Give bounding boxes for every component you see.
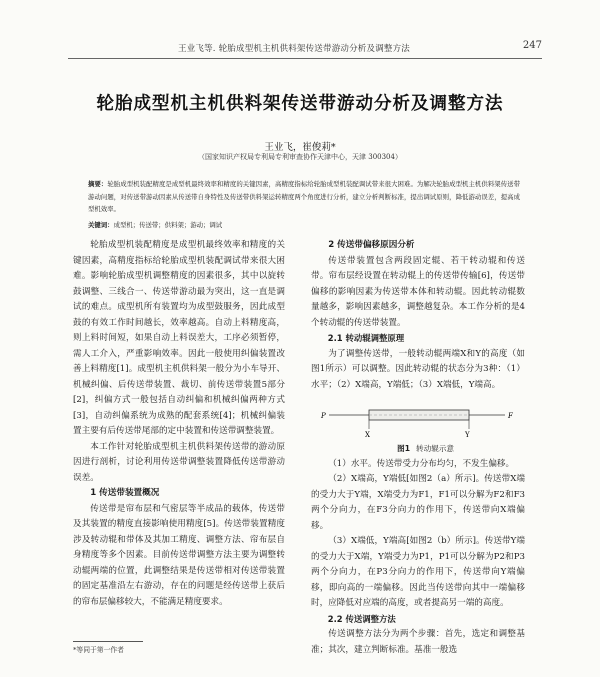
paragraph: 传送带装置包含两段固定辊、若干转动辊和传送带。帘布层经设置在转动辊上的传送带传输[6]，传送带偏移的影响因素为传送带本体和转动辊。因此转动辊数量越多，影响因素越多，调整越复杂。本工作分析的是4个转动辊的传送带装置。	[311, 255, 525, 328]
paragraph: 轮胎成型机装配精度是成型机最终效率和精度的关键因素，高精度指标给轮胎成型机装配调试带来很大困难。影响轮胎成型机调整精度的因素很多，其中以旋转鼓调整、三线合一、传送带游动最为突出，这一直是调试的难点。成型机所有装置均为成型鼓服务，因此成型鼓的有效工作时间越长，效率越高。自动上料精度高，则上料时间短，如果自动上料误差大，工序必须暂停，需人工介入，严重影响效率。因此一般使用纠偏装置改善上料精度[1]。成型机主机供料架一般分为小车导开、机械纠偏、后传送带装置、裁切、前传送带装置5部分[2]，纠偏方式一般包括自动纠偏和机械纠偏两种方式[3]，自动纠偏系统为成熟的配套系统[4]；机械纠偏装置主要有后传送带尾部的定中装置和传送带调整装置。	[73, 240, 285, 436]
paragraph: 为了调整传送带，一般转动辊两端X和Y的高度（如图1所示）可以调整。因此转动辊的状态分为3种：（1）水平；（2）X端高，Y端低；（3）X端低，Y端高。	[311, 348, 525, 390]
label-x: X	[365, 431, 370, 439]
subsection-heading: 2.1 转动辊调整原理	[327, 333, 405, 343]
figure-caption	[311, 441, 525, 457]
paper-title: 轮胎成型机主机供料架传送带游动分析及调整方法	[96, 94, 504, 114]
running-header	[0, 40, 600, 56]
paragraph: 传送调整方法分为两个步骤：首先，选定和调整基准；其次，建立判断标准。基准一般选	[311, 629, 525, 655]
abstract-text: 轮胎成型机装配精度是成型机最终效率和精度的关键因素，高精度指标给轮胎成型机装配调试带来很大困难。为解决轮胎成型机主机供料架传送带游动问题，对传送带游动因素从传送带自身特性及传送带供料架运转精度两个角度进行分析，建立分析判断标准，提出调试原则，降低游动误差，提高成型机效率。	[88, 180, 521, 213]
list-paragraph: （1）水平。传送带受力分布均匀，不发生偏移。	[328, 458, 515, 469]
section-heading: 1 传送带装置概况	[90, 488, 160, 498]
page-number: 247	[522, 40, 542, 51]
footnote: *等同于第一作者	[73, 646, 124, 654]
list-paragraph: （3）X端低，Y端高[如图2（b）所示]。传送带Y端的受力大于X端，Y端受力为P1，P1可以分解为P2和P3两个分向力，在P3分向力的作用下，传送带向Y端偏移，即向高的一端偏移。因此当传送带向其中一端偏移时，应降低对应端的高度，或者提高另一端的高度。	[311, 536, 525, 608]
left-column	[73, 238, 285, 610]
right-column	[311, 238, 525, 658]
figure-number: 图1	[397, 444, 411, 453]
section-heading: 2 传送带偏移原因分析	[328, 240, 415, 250]
roller-diagram	[319, 399, 519, 441]
label-f: F	[508, 412, 513, 420]
keywords-text: 成型机；传送带；供料架；游动；调试	[113, 221, 223, 229]
affiliation: （国家知识产权局专利局专利审查协作天津中心，天津 300304）	[198, 153, 402, 161]
label-p: P	[321, 412, 326, 420]
label-y: Y	[465, 431, 470, 439]
subsection-heading: 2.2 传送调整方法	[327, 613, 396, 624]
figure-1	[311, 397, 525, 441]
paragraph: 传送带是帘布层和气密层等半成品的载体，传送带及其装置的精度直接影响使用精度[5]。传送带装置精度涉及转动辊和带体及其加工精度、调整方法、帘布层自身精度等多个因素。目前传送带调整方法主要为调整转动辊两端的位置，此调整结果是传送带相对传送带装置的固定基准沿左右游动，存在的问题是经传送带上获后的帘布层偏移较大，不能满足精度要求。	[73, 503, 285, 607]
keywords	[88, 220, 520, 229]
authors: 王业飞，崔俊莉*	[264, 142, 336, 153]
keywords-label: 关键词：	[88, 221, 114, 229]
abstract	[88, 178, 520, 216]
paragraph: 本工作针对轮胎成型机主机供料架传送带的游动原因进行剖析，讨论利用传送带调整装置降低传送带游动误差。	[73, 441, 285, 483]
footnote-rule	[73, 641, 143, 642]
list-paragraph: （2）X端高，Y端低[如图2（a）所示]。传送带X端的受力大于Y端，X端受力为F1，F1可以分解为F2和F3两个分向力，在F3分向力的作用下，传送带向X端偏移。	[311, 474, 525, 531]
running-title: 王业飞等. 轮胎成型机主机供料架传送带游动分析及调整方法	[178, 44, 411, 54]
header-rule	[68, 58, 542, 59]
abstract-label: 摘要：	[88, 180, 108, 188]
figure-caption-text: 转动辊示意	[416, 444, 455, 453]
